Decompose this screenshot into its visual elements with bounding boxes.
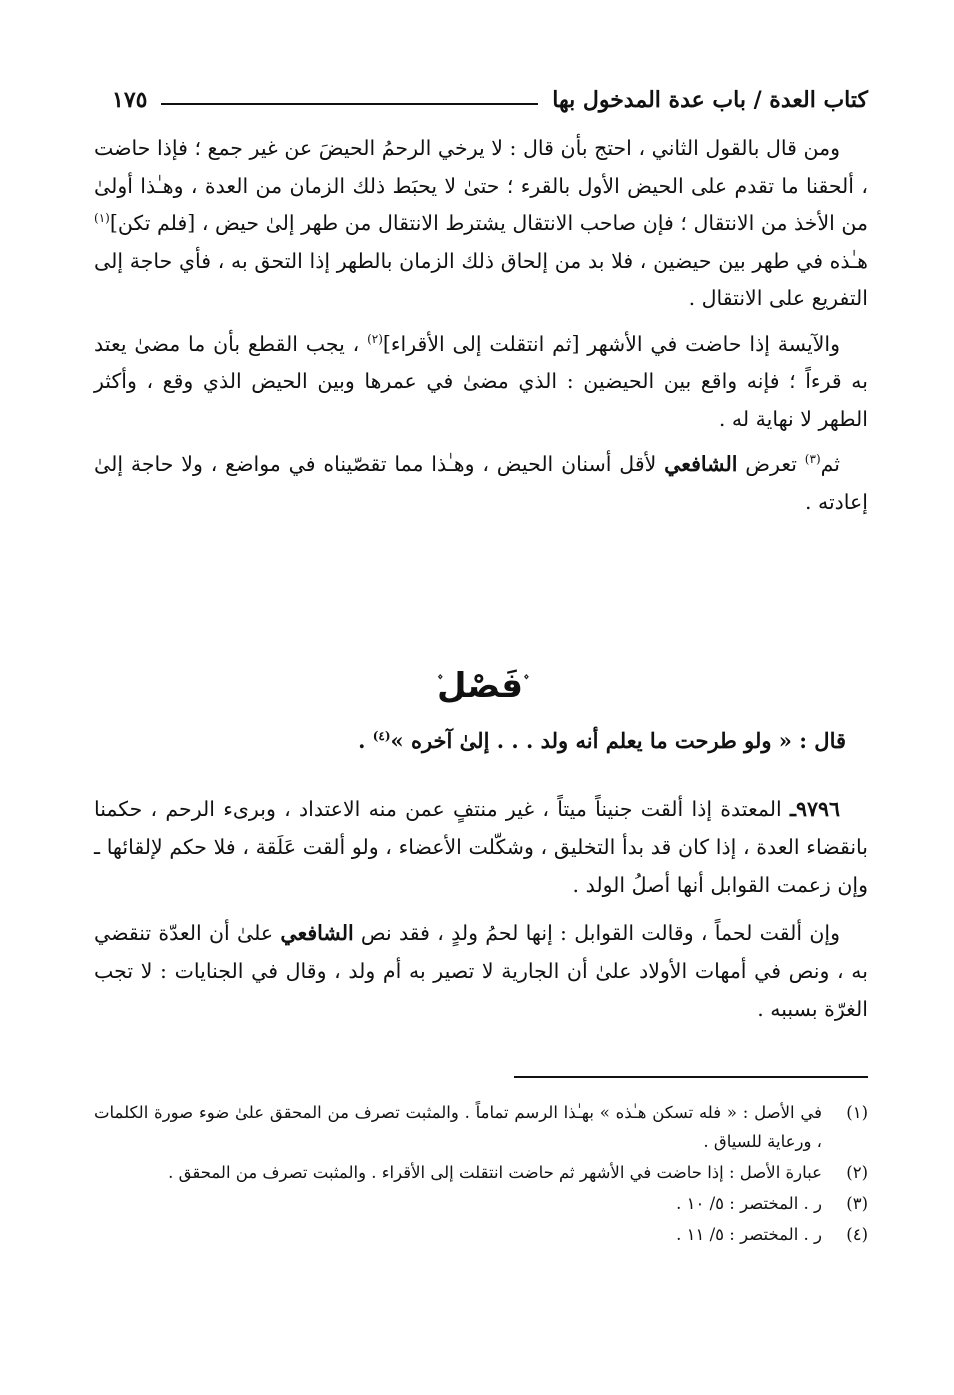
paragraph-text: المعتدة إذا ألقت جنيناً ميتاً ، غير منتفٍ عمن منه الاعتداد ، وبرىء الرحم ، حكمنا بانقضاء العدة ، إذا كان قد بدأ التخليق ، وشكّلت الأعضاء ، ولو ألقت عَلَقة ، فلا حكم لإلقائها ـ وإن زعمت القوابل أنها أصلُ الولد .	[94, 797, 868, 897]
paragraph-text: ومن قال بالقول الثاني ، احتج بأن قال : لا يرخي الرحمُ الحيضَ عن غير جمع ؛ فإذا حاضت ، ألحقنا ما تقدم على الحيض الأول بالقرء ؛ حتىٰ لا يحبَط ذلك الزمان من العدة ، وهـٰذا أولىٰ من الأخذ من الانتقال ؛ فإن صاحب الانتقال يشترط الانتقال من طهر إلىٰ حيض ، [فلم تكن]	[94, 136, 868, 235]
footnote	[94, 1220, 868, 1249]
section-quote	[94, 722, 846, 760]
paragraph	[94, 326, 868, 439]
section-text	[94, 790, 868, 1038]
paragraph-text: لأقل أسنان الحيض ، وهـٰذا مما تقصّيناه في مواضع ، ولا حاجة إلىٰ إعادته .	[94, 452, 868, 514]
paragraph	[94, 790, 868, 904]
paragraph-text: وإن ألقت لحماً ، وقالت القوابل : إنها لحمُ ولدٍ ، فقد نص	[353, 921, 840, 945]
footnote	[94, 1189, 868, 1218]
header-title: كتاب العدة / باب عدة المدخول بها	[552, 87, 868, 113]
paragraph-text: والآيسة إذا حاضت في الأشهر [ثم انتقلت إلى الأقراء]	[382, 331, 840, 356]
footnote	[94, 1098, 868, 1156]
footnote-text: ر . المختصر : ٥/ ١١ .	[676, 1225, 822, 1244]
footnote-text: في الأصل : « فله تسكن هـٰذه » بهـٰذا الرسم تماماً . والمثبت تصرف من المحقق علىٰ ضوء صورة الكلمات ، ورعاية للسياق .	[94, 1103, 822, 1151]
footnote-ref: (٢)	[367, 331, 383, 346]
paragraph-text: ، يجب القطع بأن ما مضىٰ يعتد به قرءاً ؛ فإنه واقع بين الحيضين : الذي مضىٰ في عمرها وبين الحيض الذي وقع ، وأكثر الطهر لا نهاية له .	[94, 331, 868, 431]
quote-text: قال : « ولو طرحت ما يعلم أنه ولد . . . إلىٰ آخره »	[390, 728, 846, 753]
footnote-number: (٢)	[846, 1163, 868, 1182]
footnote-ref: (٤)	[372, 729, 391, 743]
bold-name: الشافعي	[664, 452, 738, 476]
footnote-number: (١)	[846, 1103, 868, 1122]
paragraph-text: هـٰذه في طهر بين حيضين ، فلا بد من إلحاق ذلك الزمان بالطهر إذا التحق به ، فأي حاجة إلى التفريع على الانتقال .	[94, 248, 868, 310]
running-header	[112, 80, 868, 120]
bold-name: الشافعي	[280, 921, 354, 945]
quote-tail: .	[358, 728, 373, 753]
section-heading-ornament	[380, 660, 580, 712]
paragraph-text: ثم	[820, 452, 840, 476]
footnote-ref: (١)	[94, 211, 110, 226]
footnote-ref: (٣)	[804, 452, 821, 467]
footnote-separator	[514, 1076, 868, 1078]
footnotes	[94, 1098, 868, 1251]
footnote	[94, 1158, 868, 1187]
section-heading: فَصْل	[436, 666, 524, 706]
paragraph	[94, 914, 868, 1028]
issue-number: ٩٧٩٦ـ	[789, 797, 840, 821]
footnote-number: (٣)	[846, 1194, 868, 1213]
footnote-text: عبارة الأصل : إذا حاضت في الأشهر ثم حاضت انتقلت إلى الأقراء . والمثبت تصرف من المحقق .	[168, 1163, 822, 1182]
footnote-text: ر . المختصر : ٥/ ١٠ .	[676, 1194, 822, 1213]
paragraph	[94, 446, 868, 521]
paragraph-text: علىٰ أن العدّة تنقضي به ، ونص في أمهات الأولاد علىٰ أن الجارية لا تصير به أم ولد ، وقال في الجنايات : لا تجب الغرّة بسببه .	[94, 921, 868, 1021]
paragraph-text: تعرض	[737, 452, 805, 476]
header-rule	[161, 103, 538, 105]
page-number: ١٧٥	[112, 87, 148, 113]
footnote-number: (٤)	[846, 1225, 868, 1244]
main-text	[94, 130, 868, 529]
paragraph	[94, 130, 868, 318]
